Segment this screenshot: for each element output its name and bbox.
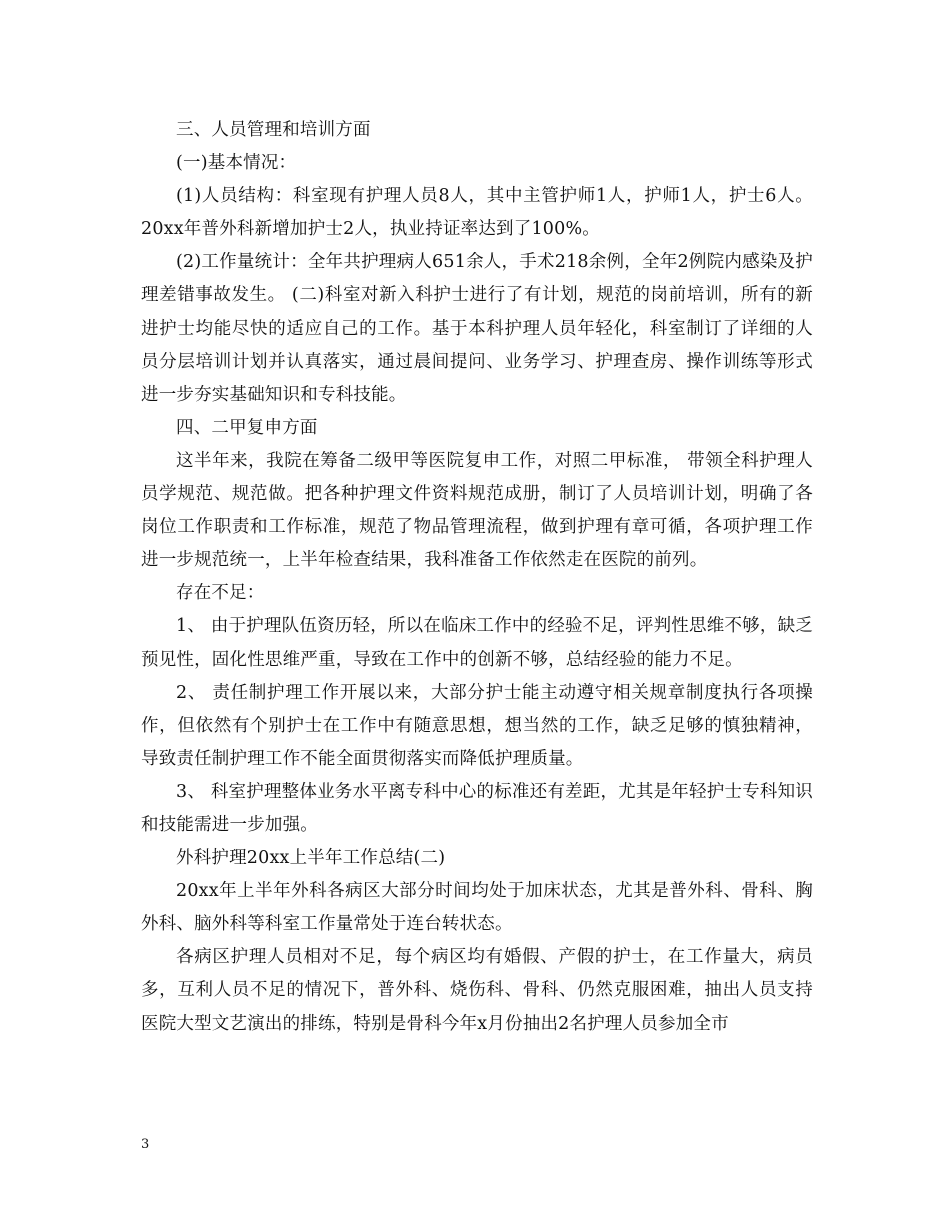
- subheading-basic-situation: (一)基本情况：: [176, 153, 297, 174]
- list-item-shortcoming-3: 3、 科室护理整体业务水平离专科中心的标准还有差距，尤其是年轻护士专科知识和技能需进一步加强。: [141, 781, 813, 835]
- list-item-shortcoming-1: 1、 由于护理队伍资历轻，所以在临床工作中的经验不足，评判性思维不够，缺乏预见性，固化性思维严重，导致在工作中的创新不够，总结经验的能力不足。: [141, 616, 813, 670]
- section-heading-personnel: 三、人员管理和培训方面: [176, 120, 371, 140]
- paragraph-staff-shortage: 各病区护理人员相对不足，每个病区均有婚假、产假的护士，在工作量大，病员多，互利人员不足的情况下，普外科、烧伤科、骨科、仍然克服困难，抽出人员支持医院大型文艺演出的排练，特别是骨科今年x月份抽出2名护理人员参加全市: [141, 947, 813, 1034]
- page-number: 3: [141, 1137, 150, 1152]
- paragraph-review-work: 这半年来，我院在筹备二级甲等医院复申工作，对照二甲标准， 带领全科护理人员学规范、规范做。把各种护理文件资料规范成册，制订了人员培训计划，明确了各岗位工作职责和工作标准，规范了物品管理流程，做到护理有章可循，各项护理工作进一步规范统一，上半年检查结果，我科准备工作依然走在医院的前列。: [141, 450, 813, 571]
- subheading-shortcomings: 存在不足：: [176, 583, 265, 604]
- section-heading-second-class-review: 四、二甲复申方面: [176, 417, 318, 438]
- paragraph-staff-structure: (1)人员结构：科室现有护理人员8人，其中主管护师1人，护师1人，护士6人。 20xx年普外科新增加护士2人，执业持证率达到了100%。: [141, 186, 813, 240]
- paragraph-workload-statistics: (2)工作量统计：全年共护理病人651余人，手术218余例，全年2例院内感染及护理差错事故发生。 (二)科室对新入科护士进行了有计划，规范的岗前培训，所有的新进护士均能尽快的适应自己的工作。基于本科护理人员年轻化，科室制订了详细的人员分层培训计划并认真落实，通过晨间提问、业务学习、护理查房、操作训练等形式进一步夯实基础知识和专科技能。: [141, 252, 813, 405]
- section-title-summary-2: 外科护理20xx上半年工作总结(二): [176, 848, 446, 869]
- document-body: [141, 114, 813, 1041]
- paragraph-workload-status: 20xx年上半年外科各病区大部分时间均处于加床状态，尤其是普外科、骨科、胸外科、脑外科等科室工作量常处于连台转状态。: [141, 881, 813, 935]
- list-item-shortcoming-2: 2、 责任制护理工作开展以来，大部分护士能主动遵守相关规章制度执行各项操作，但依然有个别护士在工作中有随意思想，想当然的工作，缺乏足够的慎独精神，导致责任制护理工作不能全面贯彻落实而降低护理质量。: [141, 682, 813, 769]
